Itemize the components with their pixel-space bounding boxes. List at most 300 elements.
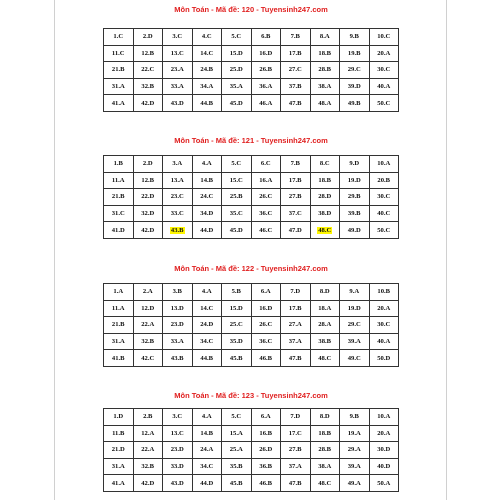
answer-cell [104,62,134,79]
answer-cell [369,300,399,317]
table-row [104,205,399,222]
answer-cell [222,442,252,459]
answer-cell [222,205,252,222]
answer-text: 25.C [229,321,243,329]
answer-text: 35.A [229,83,243,91]
answer-text: 5.B [231,288,241,296]
answer-text: 42.C [141,354,155,362]
table-row [104,45,399,62]
answer-text: 18.A [318,304,332,312]
answer-text: 14.C [200,49,214,57]
answer-cell [222,222,252,239]
answer-cell [133,425,163,442]
answer-text: 1.A [113,288,124,296]
answer-text: 11.B [112,429,125,437]
answer-cell [133,333,163,350]
answer-cell [340,172,370,189]
answer-cell [310,78,340,95]
answer-cell [222,475,252,492]
answer-text: 5.C [231,413,242,421]
answer-cell [251,45,281,62]
answer-cell [369,156,399,173]
answer-cell [310,284,340,301]
answer-cell [369,95,399,112]
answer-text: 12.B [141,49,155,57]
answer-text: 17.B [288,176,302,184]
answer-text: 12.D [141,304,155,312]
answer-cell [369,62,399,79]
answer-text: 13.A [170,176,184,184]
answer-text: 39.A [347,338,361,346]
answer-cell [369,333,399,350]
answer-text: 15.D [229,49,243,57]
answer-text: 14.B [200,429,214,437]
answer-text: 43.D [170,99,184,107]
answer-text: 10.B [377,288,391,296]
answer-cell [369,45,399,62]
table-row [104,442,399,459]
answer-text: 34.A [200,83,214,91]
answer-text: 28.A [318,321,332,329]
answer-cell [192,425,222,442]
answer-text: 3.A [172,160,183,168]
answer-text: 1.D [113,413,124,421]
answer-text: 9.B [349,413,359,421]
answer-text: 6.B [261,33,271,41]
answer-text: 24.C [200,193,214,201]
answer-cell [222,425,252,442]
answer-text: 5.C [231,33,242,41]
answer-cell [310,475,340,492]
answer-cell [369,425,399,442]
answer-cell [251,475,281,492]
answer-text: 36.C [259,338,273,346]
answer-cell [104,333,134,350]
answer-cell [133,62,163,79]
answer-text: 42.D [141,99,155,107]
answer-text: 12.B [141,176,155,184]
answer-text: 31.A [111,338,125,346]
answer-cell [281,317,311,334]
answer-text: 16.D [259,49,273,57]
table-row [104,333,399,350]
answer-cell [104,317,134,334]
answer-table [103,28,399,112]
answer-cell [104,350,134,367]
answer-cell [222,317,252,334]
answer-text: 44.B [200,99,214,107]
answer-cell [192,172,222,189]
answer-cell [192,350,222,367]
answer-cell [310,62,340,79]
answer-cell [104,284,134,301]
answer-cell [192,442,222,459]
answer-cell [281,458,311,475]
answer-text: 8.D [319,288,330,296]
answer-text: 26.C [259,193,273,201]
answer-cell [133,156,163,173]
answer-text: 38.A [318,463,332,471]
answer-text: 22.D [141,193,155,201]
answer-text: 42.D [141,226,155,234]
answer-text: 40.A [377,338,391,346]
answer-cell [310,172,340,189]
answer-cell [251,350,281,367]
answer-text: 15.C [229,176,243,184]
answer-text: 14.C [200,304,214,312]
answer-text: 28.B [318,446,332,454]
answer-cell [104,425,134,442]
section-title: Môn Toán - Mã đề: 123 - Tuyensinh247.com [174,391,328,400]
answer-cell [163,189,193,206]
answer-cell [310,425,340,442]
answer-cell [192,222,222,239]
answer-cell [310,350,340,367]
answer-text: 14.B [200,176,214,184]
answer-cell [133,475,163,492]
answer-cell [222,333,252,350]
answer-text: 27.B [288,193,302,201]
answer-cell [192,95,222,112]
answer-text: 7.B [290,160,300,168]
answer-text: 38.A [318,83,332,91]
answer-cell [163,300,193,317]
answer-cell [281,442,311,459]
answer-text: 35.D [229,338,243,346]
answer-cell [222,62,252,79]
page-edge-left [54,0,55,500]
answer-text: 41.B [111,354,125,362]
answer-cell [104,205,134,222]
table-row [104,189,399,206]
highlighted-answer: 43.B [170,226,184,234]
answer-text: 46.B [259,354,273,362]
answer-cell [340,29,370,46]
answer-text: 24.B [200,66,214,74]
highlighted-answer: 48.C [318,226,332,234]
answer-text: 28.B [318,66,332,74]
answer-cell [163,284,193,301]
answer-text: 25.B [229,193,243,201]
answer-cell [251,189,281,206]
answer-text: 25.A [229,446,243,454]
answer-text: 9.D [349,160,360,168]
answer-cell [281,300,311,317]
answer-cell [133,95,163,112]
answer-text: 45.D [229,226,243,234]
answer-text: 26.B [259,66,273,74]
answer-cell [222,29,252,46]
answer-text: 19.A [347,429,361,437]
answer-cell [340,189,370,206]
answer-cell [369,442,399,459]
answer-text: 23.D [170,321,184,329]
answer-cell [163,442,193,459]
answer-cell [369,458,399,475]
answer-cell [281,409,311,426]
answer-text: 27.C [288,66,302,74]
answer-text: 12.A [141,429,155,437]
answer-text: 46.C [259,226,273,234]
answer-cell [340,475,370,492]
answer-text: 7.D [290,413,301,421]
answer-cell [340,333,370,350]
answer-text: 40.C [377,210,391,218]
answer-text: 41.D [111,226,125,234]
page-edge-right [446,0,447,500]
answer-text: 25.D [229,66,243,74]
answer-cell [222,172,252,189]
answer-text: 30.C [377,66,391,74]
answer-cell [192,475,222,492]
answer-text: 36.C [259,210,273,218]
answer-cell [133,317,163,334]
answer-text: 32.B [141,338,155,346]
answer-text: 16.A [259,176,273,184]
answer-text: 13.D [170,304,184,312]
answer-cell [133,284,163,301]
table-row [104,222,399,239]
answer-text: 3.B [172,288,182,296]
answer-cell [133,189,163,206]
answer-cell [163,172,193,189]
answer-cell [340,222,370,239]
answer-text: 34.C [200,338,214,346]
answer-text: 50.A [377,479,391,487]
answer-text: 13.C [170,429,184,437]
answer-cell [340,284,370,301]
answer-cell [192,156,222,173]
answer-text: 38.B [318,338,332,346]
answer-text: 11.A [111,304,125,312]
answer-text: 2.A [142,288,153,296]
table-row [104,317,399,334]
answer-cell [192,189,222,206]
answer-text: 19.B [347,49,361,57]
answer-cell [340,458,370,475]
answer-cell [222,458,252,475]
answer-cell [310,317,340,334]
answer-text: 7.B [290,33,300,41]
answer-cell [104,29,134,46]
table-row [104,156,399,173]
answer-cell [369,205,399,222]
answer-cell [192,333,222,350]
answer-text: 33.A [170,338,184,346]
answer-text: 35.C [229,210,243,218]
answer-text: 47.B [288,99,302,107]
answer-cell [369,29,399,46]
answer-text: 36.A [259,83,273,91]
answer-cell [104,475,134,492]
table-row [104,300,399,317]
answer-cell [281,172,311,189]
answer-text: 22.A [141,321,155,329]
answer-cell [192,300,222,317]
answer-cell [222,78,252,95]
answer-cell [222,350,252,367]
answer-text: 33.A [170,83,184,91]
answer-text: 18.B [318,176,332,184]
answer-cell [133,172,163,189]
answer-text: 41.A [111,479,125,487]
answer-text: 30.D [377,446,391,454]
answer-text: 24.D [200,321,214,329]
answer-cell [251,409,281,426]
answer-cell [104,458,134,475]
answer-text: 47.B [288,354,302,362]
answer-cell [251,156,281,173]
answer-cell [163,62,193,79]
table-row [104,284,399,301]
answer-cell [369,172,399,189]
answer-cell [340,205,370,222]
answer-cell [281,29,311,46]
answer-text: 45.B [229,354,243,362]
table-row [104,95,399,112]
answer-text: 22.A [141,446,155,454]
answer-text: 18.B [318,49,332,57]
answer-text: 31.A [111,463,125,471]
answer-text: 39.B [347,210,361,218]
answer-text: 45.D [229,99,243,107]
answer-text: 22.C [141,66,155,74]
answer-text: 8.A [319,33,330,41]
answer-cell [340,156,370,173]
answer-cell [192,205,222,222]
answer-text: 27.A [288,321,302,329]
answer-text: 8.C [319,160,330,168]
answer-cell [369,189,399,206]
answer-cell [340,442,370,459]
answer-cell [310,442,340,459]
answer-cell [163,95,193,112]
answer-text: 15.A [229,429,243,437]
answer-cell [281,189,311,206]
answer-cell [104,300,134,317]
answer-cell [369,409,399,426]
answer-cell [340,425,370,442]
answer-table [103,408,399,492]
answer-cell [340,45,370,62]
answer-text: 20.B [377,176,391,184]
answer-text: 42.D [141,479,155,487]
answer-cell [192,317,222,334]
table-row [104,78,399,95]
answer-cell [281,205,311,222]
answer-text: 29.A [347,446,361,454]
answer-cell [340,78,370,95]
answer-cell [310,222,340,239]
answer-text: 21.B [111,321,125,329]
answer-cell [281,475,311,492]
answer-cell [251,458,281,475]
answer-cell [340,409,370,426]
answer-text: 16.B [259,429,273,437]
answer-text: 2.B [143,413,153,421]
answer-cell [192,284,222,301]
answer-text: 44.D [200,226,214,234]
answer-cell [192,78,222,95]
answer-text: 43.B [170,354,184,362]
answer-text: 26.D [259,446,273,454]
answer-text: 6.A [260,413,271,421]
answer-cell [222,409,252,426]
answer-cell [251,425,281,442]
answer-cell [369,475,399,492]
answer-text: 8.D [319,413,330,421]
answer-cell [104,189,134,206]
answer-cell [251,442,281,459]
answer-cell [251,317,281,334]
answer-text: 43.D [170,479,184,487]
answer-text: 49.C [347,354,361,362]
answer-text: 28.D [318,193,332,201]
answer-cell [163,29,193,46]
answer-cell [163,350,193,367]
answer-text: 31.A [111,83,125,91]
answer-cell [133,458,163,475]
answer-text: 26.C [259,321,273,329]
answer-text: 50.C [377,226,391,234]
answer-text: 7.D [290,288,301,296]
answer-cell [369,284,399,301]
answer-text: 33.C [170,210,184,218]
answer-text: 32.B [141,83,155,91]
answer-text: 17.C [288,429,302,437]
answer-text: 17.B [288,49,302,57]
answer-text: 19.D [347,304,361,312]
answer-text: 45.B [229,479,243,487]
answer-text: 1.B [113,160,123,168]
answer-cell [369,222,399,239]
table-row [104,350,399,367]
answer-text: 16.D [259,304,273,312]
answer-cell [104,78,134,95]
answer-cell [251,300,281,317]
answer-text: 49.D [347,226,361,234]
answer-text: 49.B [347,99,361,107]
answer-cell [163,222,193,239]
answer-text: 4.A [201,160,212,168]
answer-text: 35.B [229,463,243,471]
table-row [104,409,399,426]
answer-cell [310,205,340,222]
answer-text: 33.D [170,463,184,471]
section-title: Môn Toán - Mã đề: 120 - Tuyensinh247.com [174,5,328,14]
table-row [104,29,399,46]
answer-text: 2.D [142,33,153,41]
answer-cell [251,222,281,239]
table-row [104,425,399,442]
answer-cell [251,29,281,46]
answer-text: 50.C [377,99,391,107]
answer-text: 5.C [231,160,242,168]
answer-text: 20.A [377,49,391,57]
answer-cell [222,300,252,317]
answer-text: 3.C [172,413,183,421]
answer-text: 34.C [200,463,214,471]
answer-cell [133,29,163,46]
answer-cell [133,409,163,426]
answer-cell [163,458,193,475]
table-row [104,62,399,79]
answer-text: 48.A [318,99,332,107]
answer-cell [192,458,222,475]
answer-cell [222,284,252,301]
answer-cell [133,442,163,459]
answer-cell [251,95,281,112]
